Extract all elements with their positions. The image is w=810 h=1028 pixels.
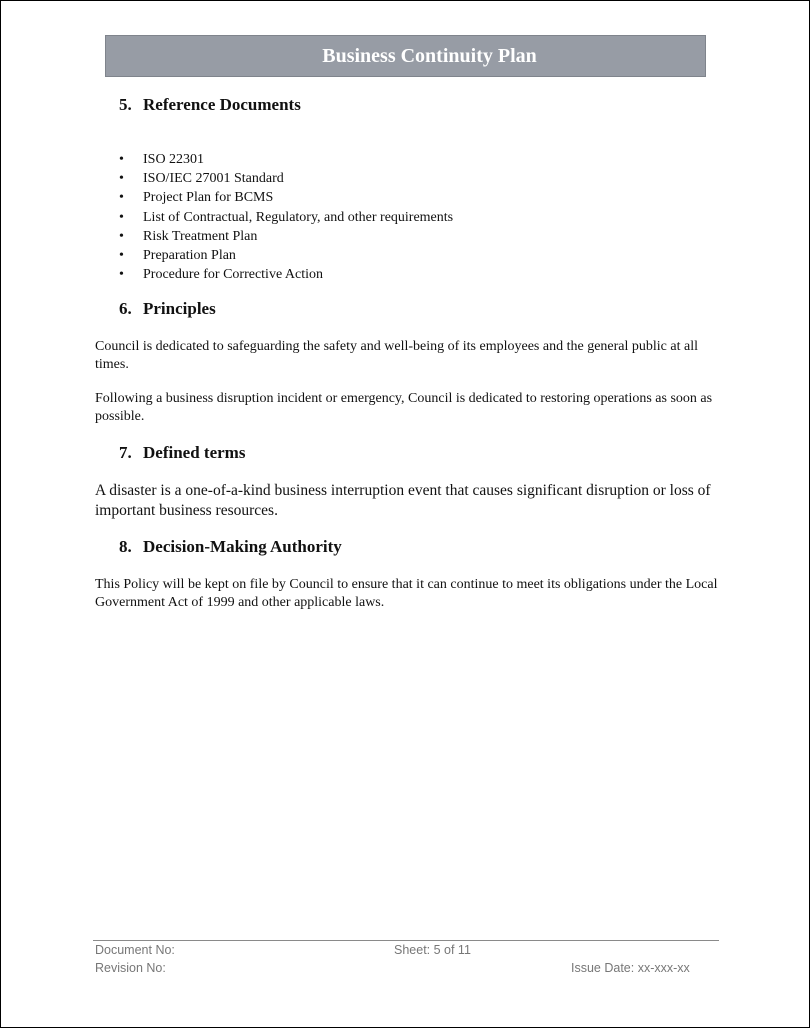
bullet-icon: • [119,267,124,283]
document-number: Document No: [95,943,175,957]
paragraph: A disaster is a one-of-a-kind business interruption event that causes significant disruption or loss of important business resources. [95,482,711,519]
bullet-icon: • [119,247,124,263]
list-item [119,150,453,169]
bullet-icon: • [119,152,124,167]
paragraph: Council is dedicated to safeguarding the safety and well-being of its employees and the general public at all times. [95,339,698,372]
list-item-label: Preparation Plan [143,247,236,263]
list-item-label: Risk Treatment Plan [143,228,258,244]
list-item [119,227,453,246]
list-item-label: List of Contractual, Regulatory, and other requirements [143,209,454,225]
section-number: 5. [119,95,132,114]
section-number: 8. [119,537,132,556]
bullet-icon: • [119,190,124,206]
section-heading-8 [119,537,342,557]
document-title: Business Continuity Plan [322,44,537,67]
list-item [119,265,453,284]
paragraph: This Policy will be kept on file by Council to ensure that it can continue to meet its obligations under the Local Government Act of 1999 and other applicable laws. [95,577,718,610]
section-title: Principles [143,299,216,318]
reference-documents-list [119,150,453,284]
footer-divider [93,940,719,941]
bullet-icon: • [119,228,124,244]
section-title: Decision-Making Authority [143,537,342,556]
section-number: 6. [119,299,132,318]
list-item-label: Project Plan for BCMS [143,190,274,206]
list-item-label: Procedure for Corrective Action [143,267,323,283]
section-heading-5 [119,95,301,115]
paragraph: Following a business disruption incident or emergency, Council is dedicated to restoring operations as soon as possible. [95,391,713,424]
list-item [119,169,453,188]
section-title: Reference Documents [143,95,301,114]
issue-date: Issue Date: xx-xxx-xx [571,961,690,975]
section-heading-7 [119,443,245,463]
list-item [119,208,453,227]
section-title: Defined terms [143,443,246,462]
list-item-label: ISO/IEC 27001 Standard [143,171,284,187]
list-item [119,246,453,265]
revision-number: Revision No: [95,961,166,975]
section-number: 7. [119,443,132,462]
list-item-label: ISO 22301 [143,152,205,167]
section-heading-6 [119,299,216,319]
header-banner [105,35,706,77]
sheet-number: Sheet: 5 of 11 [394,943,471,957]
bullet-icon: • [119,171,124,187]
list-item [119,188,453,207]
bullet-icon: • [119,209,124,225]
